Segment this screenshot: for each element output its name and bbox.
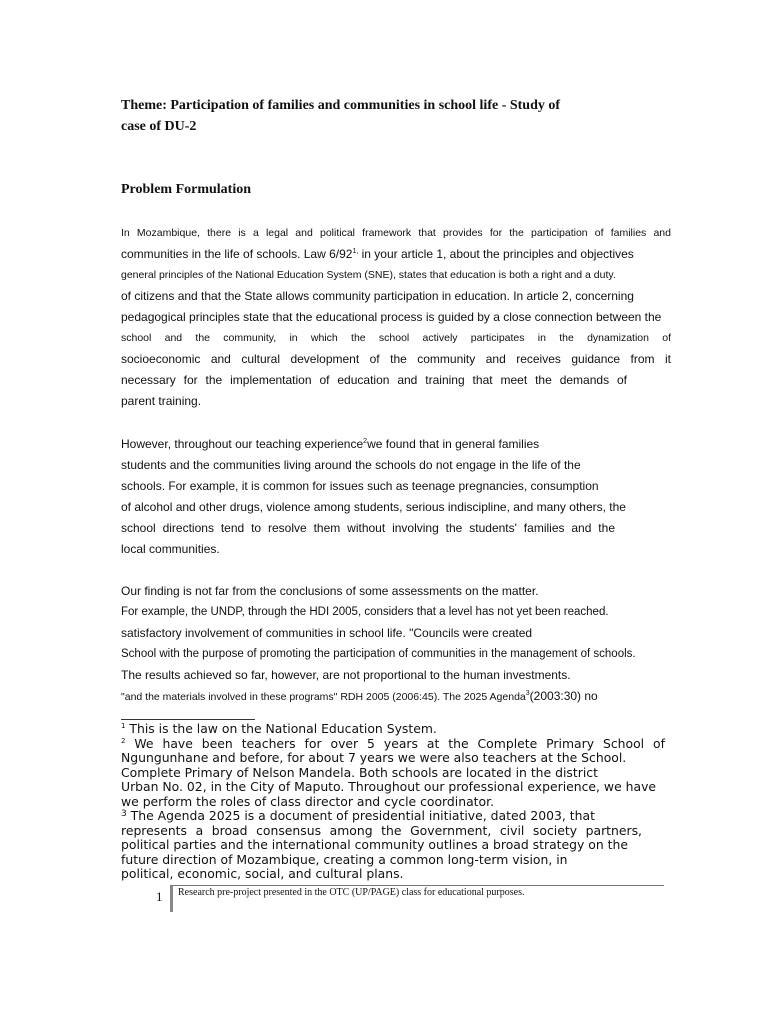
paragraph-line: general principles of the National Education System (SNE), states that education is both a right and a duty. (121, 269, 616, 281)
paragraph-line: socioeconomic and cultural development of the community and receives guidance from it (121, 352, 671, 366)
footer-divider (170, 885, 664, 886)
paragraph-line: In Mozambique, there is a legal and political framework that provides for the participation of families and (121, 227, 671, 239)
section-heading: Problem Formulation (121, 182, 252, 197)
document-title (121, 95, 591, 137)
paragraph-1 (121, 223, 671, 412)
paragraph-line: of citizens and that the State allows community participation in education. In article 2, concerning (121, 289, 634, 303)
footnote-line: represents a broad consensus among the Government, civil society partners, (121, 822, 642, 838)
paragraph-line: The results achieved so far, however, are not proportional to the human investments. (121, 668, 571, 682)
paragraph-line: necessary for the implementation of education and training that meet the demands of (121, 373, 627, 387)
footnote-separator (121, 719, 255, 720)
footnote-2: $^2$ We have been teachers for over 5 years at the Complete Primary School of (121, 735, 665, 751)
title-line-1: Theme: Participation of families and communities in school life - Study of (121, 98, 561, 113)
paragraph-line: School with the purpose of promoting the participation of communities in the management of schools. (121, 648, 636, 660)
footnote-3: $^3$ The Agenda 2025 is a document of presidential initiative, dated 2003, that (121, 808, 595, 823)
paragraph-line: parent training. (121, 394, 202, 408)
paragraph-line: pedagogical principles state that the educational process is guided by a close connection between the (121, 310, 662, 324)
footnote-line: political parties and the international community outlines a broad strategy on the (121, 837, 628, 852)
footnote-line: Complete Primary of Nelson Mandela. Both schools are located in the district (121, 764, 598, 780)
footnote-ref: 1, (352, 248, 359, 255)
footnote-1: $^1$ This is the law on the National Education System. (121, 721, 437, 736)
footnote-line: Ngungunhane and before, for about 7 years we were also teachers at the School. (121, 750, 627, 765)
paragraph-line: schools. For example, it is common for issues such as teenage pregnancies, consumption (121, 479, 599, 493)
paragraph-line: Our finding is not far from the conclusions of some assessments on the matter. (121, 584, 539, 598)
footnote-line: Urban No. 02, in the City of Maputo. Throughout our professional experience, we have (121, 779, 657, 794)
footnote-line: political, economic, social, and cultural plans. (121, 866, 404, 881)
paragraph-line: "and the materials involved in these programs" RDH 2005 (2006:45). The 2025 Agenda$^3$(2003:30) no (121, 689, 598, 703)
title-line-2: case of DU-2 (121, 119, 197, 134)
footnotes (121, 722, 665, 882)
paragraph-line: students and the communities living around the schools do not engage in the life of the (121, 458, 581, 472)
paragraph-2 (121, 434, 671, 560)
page-number: 1 (156, 889, 163, 904)
paragraph-line: communities in the life of schools. Law $6/92^{1,}$ in your article 1, about the principles and objectives (121, 247, 634, 261)
paragraph-3 (121, 581, 671, 708)
footnote-line: we perform the roles of class director and cycle coordinator. (121, 793, 495, 809)
footer-text: Research pre-project presented in the OTC (UP/PAGE) class for educational purposes. (178, 887, 525, 898)
paragraph-line: local communities. (121, 542, 220, 556)
paragraph-line: of alcohol and other drugs, violence among students, serious indiscipline, and many others, the (121, 500, 626, 514)
paragraph-line: For example, the UNDP, through the HDI 2005, considers that a level has not yet been reached. (121, 606, 609, 618)
footnote-ref: 3 (525, 690, 530, 697)
paragraph-line: school and the community, in which the school actively participates in the dynamization of (121, 332, 671, 344)
footnote-ref: 2 (363, 438, 368, 445)
footer-vertical-bar (170, 886, 173, 912)
footnote-line: future direction of Mozambique, creating a common long-term vision, in (121, 851, 568, 867)
paragraph-line: school directions tend to resolve them without involving the students' families and the (121, 521, 615, 535)
paragraph-line: However, throughout our teaching experience$^2$we found that in general families (121, 437, 540, 451)
paragraph-line: satisfactory involvement of communities in school life. "Councils were created (121, 626, 533, 640)
